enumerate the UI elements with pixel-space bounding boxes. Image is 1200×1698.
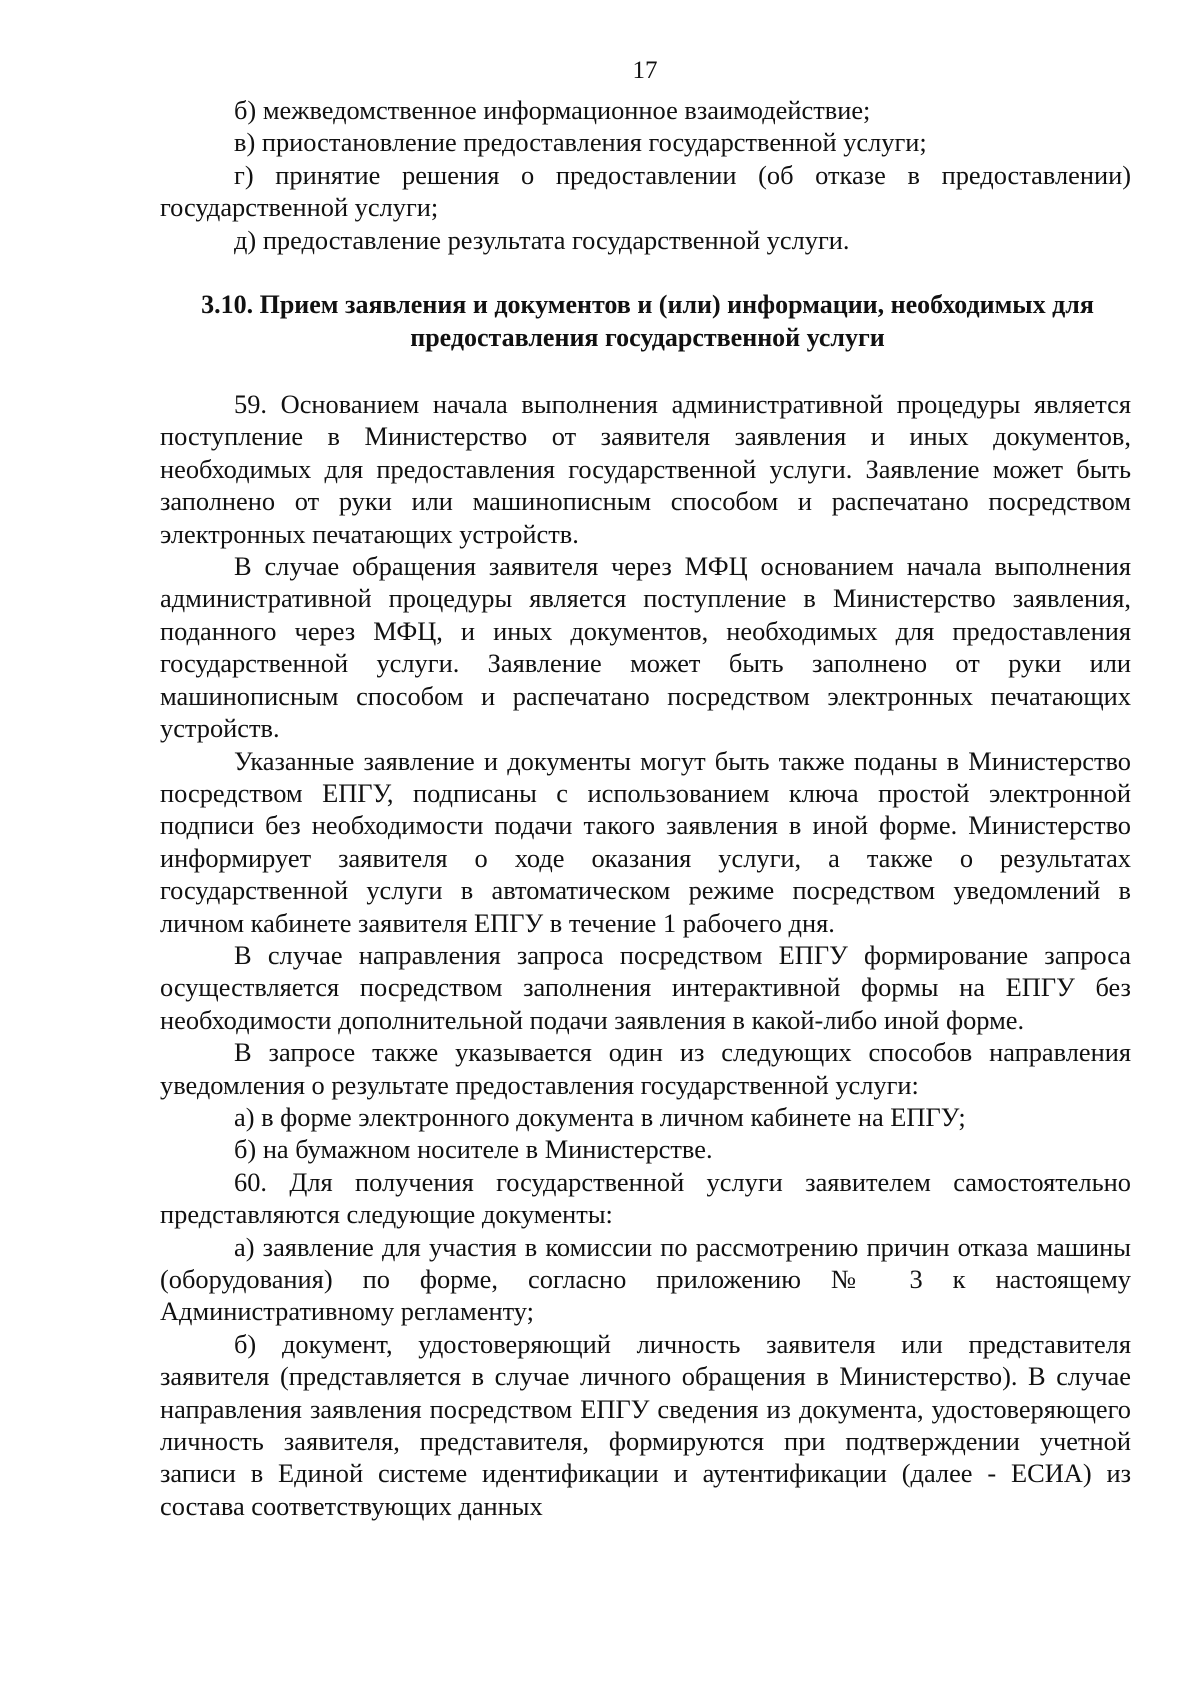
paragraph: В запросе также указывается один из следующих способов направления уведомления о результате предоставления государственной услуги: — [160, 1037, 1131, 1100]
list-item: д) предоставление результата государственной услуги. — [234, 224, 850, 255]
list-item: а) заявление для участия в комиссии по рассмотрению причин отказа машины (оборудования) по форме, согласно приложению № 3 к настоящему Административному регламенту; — [160, 1231, 1131, 1327]
list-item: б) документ, удостоверяющий личность заявителя или представителя заявителя (представляется в случае личного обращения в Министерство). В случае направления заявления посредством ЕПГУ сведения из документа, удостоверяющего личность заявителя, представителя, формируются при подтверждении учетной записи в Единой системе идентификации и аутентификации (далее - ЕСИА) из состава соответствующих данных — [160, 1328, 1131, 1521]
paragraph: В случае направления запроса посредством ЕПГУ формирование запроса осуществляется посредством заполнения интерактивной формы на ЕПГУ без необходимости дополнительной подачи заявления в какой-либо иной форме. — [160, 939, 1131, 1035]
page-number: 17 — [632, 57, 658, 84]
paragraph: Указанные заявление и документы могут быть также поданы в Министерство посредством ЕПГУ, подписаны с использованием ключа простой электронной подписи без необходимости подачи такого заявления в иной форме. Министерство информирует заявителя о ходе оказания услуги, а также о результатах государственной услуги в автоматическом режиме посредством уведомлений в личном кабинете заявителя ЕПГУ в течение 1 рабочего дня. — [160, 745, 1131, 938]
paragraph-59: 59. Основанием начала выполнения административной процедуры является поступление в Министерство от заявителя заявления и иных документов, необходимых для предоставления государственной услуги. Заявление может быть заполнено от руки или машинописным способом и распечатано посредством электронных печатающих устройств. — [160, 389, 1131, 549]
paragraph: В случае обращения заявителя через МФЦ основанием начала выполнения административной процедуры является поступление в Министерство заявления, поданного через МФЦ, и иных документов, необходимых для предоставления государственной услуги. Заявление может быть заполнено от руки или машинописным способом и распечатано посредством электронных печатающих устройств. — [160, 551, 1131, 744]
list-item: б) на бумажном носителе в Министерстве. — [234, 1134, 713, 1165]
list-item: в) приостановление предоставления государственной услуги; — [234, 127, 927, 158]
list-item: б) межведомственное информационное взаимодействие; — [234, 95, 871, 125]
paragraph-60: 60. Для получения государственной услуги заявителем самостоятельно представляются следующие документы: — [160, 1166, 1131, 1230]
section-heading: 3.10. Прием заявления и документов и (или) информации, необходимых для предоставления государственной услуги — [201, 290, 1094, 353]
document-body — [160, 94, 1131, 1522]
list-item: а) в форме электронного документа в личном кабинете на ЕПГУ; — [234, 1101, 966, 1132]
list-item: г) принятие решения о предоставлении (об отказе в предоставлении) государственной услуги; — [160, 159, 1131, 223]
